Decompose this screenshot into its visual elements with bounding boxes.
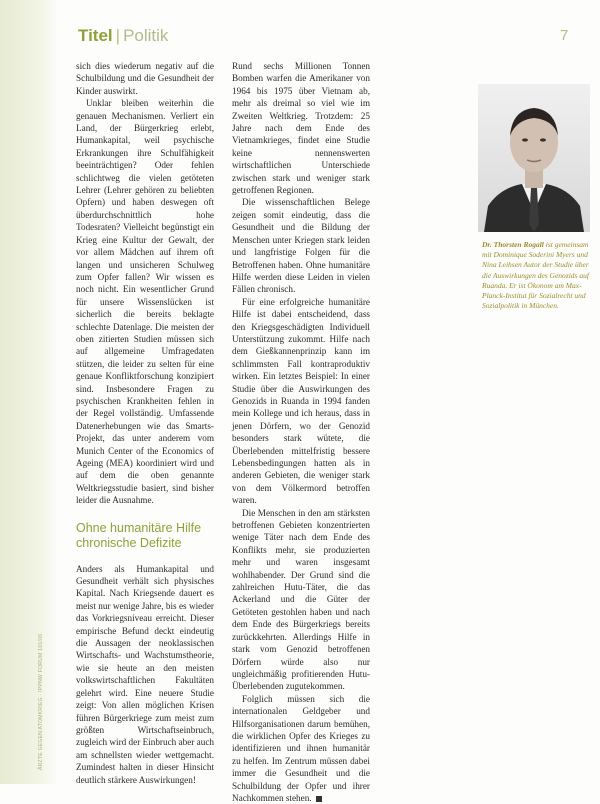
col1-paragraph-3: Anders als Humankapital und Gesundheit verhält sich physisches Kapital. Nach Kriegsende dauert es meist nur wenige Jahre, bis es wieder das Vorkriegsniveau erreicht. Dieser empirische Befund deckt eindeutig die Aussagen der neoklassischen Wirtschafts- und Wachstumstheorie, wie sie heute an den meisten volkswirtschaftlichen Fakultäten gelehrt wird. Eine neuere Studie zeigt: Von allen möglichen Krisen führen Bürgerkriege zum meist zum größten Wirtschaftseinbruch, zugleich wird der Einbruch aber auch am schnellsten wieder wettgemacht. Zumindest halten in dieser Hinsicht deutlich stärkere Auswirkungen! <box>76 563 215 785</box>
header-section: Titel <box>78 26 113 45</box>
photo-caption <box>482 240 590 311</box>
page-header <box>78 26 168 46</box>
col2-paragraph-3: Für eine erfolgreiche humanitäre Hilfe ist dabei entscheidend, dass den Kriegsgeschädigten Individuell Unterstützung zukommt. Hilfe nach dem Gießkannenprinzip kann im schlimmsten Fall kontraproduktiv wirken. Ein letztes Beispiel: In einer Studie über die Auswirkungen des Genozids in Ruanda in 1994 fanden mein Kollege und ich heraus, dass in jenen Dörfern, wo der Genozid besonders stark wütete, die Überlebenden mittelfristig bessere Lebensbedingungen hatten als in anderen Gebieten, die weniger stark von dem Völkermord betroffen waren. <box>232 296 370 506</box>
col2-paragraph-4: Die Menschen in den am stärksten betroffenen Gebieten konzentrierten wenige Täter nach dem Ende des Konflikts mehr, sie produzierten mehr und waren insgesamt wohlhabender. Der Grund sind die zahlreichen Hutu-Täter, die das Ackerland und die Güter der Getöteten gestohlen haben und nach dem Ende des Bürgerkriegs bereits zurückkehrten. Allerdings Hilfe in stark vom Genozid betroffenen Dörfern würde also nur ungleichmäßig profitierenden Hutu-Überlebenden zugutekommen. <box>232 507 370 692</box>
header-separator: | <box>115 26 121 45</box>
col2-paragraph-5-text: Folglich müssen sich die internationalen Geldgeber und Hilfsorganisationen darum bemühen, die wirklichen Opfer des Krieges zu identifizieren und ihnen humanitär zu helfen. Im Zentrum müssen dabei immer die Gesundheit und die Schulbildung der Opfer und ihrer Nachkommen stehen. <box>232 693 370 803</box>
col2-paragraph-1: Rund sechs Millionen Tonnen Bomben warfen die Amerikaner von 1964 bis 1975 über Vietnam ab, mehr als dreimal so viel wie im Zweiten Weltkrieg. Trotzdem: 25 Jahre nach dem Ende des Vietnamkrieges, findet eine Studie keine nennenswerten wirtschaftlichen Unterschiede zwischen stark und weniger stark getroffenen Regionen. <box>232 61 370 196</box>
end-of-article-mark <box>316 796 322 802</box>
col1-paragraph-1: sich dies wiederum negativ auf die Schulbildung und die Gesundheit der Kinder auswirkt. <box>76 61 214 96</box>
caption-text: ist gemeinsam mit Dominique Soderini Myers und Nina Leihsen Autor der Studie über die Auswirkungen des Genozids auf Ruanda. Er ist Ökonom am Max-Planck-Institut für Sozialrecht und Sozialpolitik in München. <box>482 240 589 311</box>
article-column-1 <box>76 60 214 786</box>
section-heading: Ohne humanitäre Hilfe chronische Defizite <box>76 520 202 550</box>
author-photo <box>478 84 590 232</box>
header-subsection: Politik <box>123 26 169 45</box>
col2-paragraph-5 <box>232 693 370 804</box>
article-column-2 <box>232 60 370 804</box>
author-portrait-image <box>478 84 590 232</box>
page-number: 7 <box>560 27 569 44</box>
sidebar-vertical-text: ÄRZTE GEGEN ATOMKRIEG · IPPNW FORUM 101/06 <box>38 633 44 770</box>
col2-paragraph-2: Die wissenschaftlichen Belege zeigen somit eindeutig, dass die Gesundheit und die Bildung der Menschen unter Kriegen stark leiden und langfristige Folgen für die Betroffenen haben. Ohne humanitäre Hilfe werden diese Leiden in vielen Fällen chronisch. <box>232 197 370 295</box>
caption-name: Dr. Thorsten Rogall <box>482 240 544 249</box>
col1-paragraph-2: Unklar bleiben weiterhin die genauen Mechanismen. Verliert ein Land, der Bürgerkrieg erlebt, Humankapital, weil psychische Erkrankungen ihre Schulfähigkeit beeinträchtigen? Oder fehlen schlichtweg die vielen getöteten Lehrer (Lehrer gehören zu beliebten Opfern) und haben deswegen oft überdurchschnittlich hohe Todesraten? Vielleicht begünstigt ein Krieg eine Kultur der Gewalt, der vor allem Mädchen auf ihrem oft langen und unsicheren Schulweg zum Opfer fallen? Wir wissen es noch nicht. Ein wesentlicher Grund für unsere Wissenslücken ist sicherlich die bereits beklagte schlechte Datenlage. Die meisten der oben zitierten Studien müssen sich auf allgemeine Umfragedaten stützen, die leider zu selten für eine genaue Konfliktforschung konzipiert sind. Insbesondere Fragen zu psychischen Krankheiten fehlen in der Regel vollständig. Umfassende Datenerhebungen wie das Smarts-Projekt, das unter anderem vom Munich Center of the Economics of Ageing (MEA) koordiniert wird und auf dem die oben genannte Weltkriegsstudie basiert, sind bisher leider die Ausnahme. <box>76 98 214 506</box>
page-sidebar <box>0 0 58 784</box>
